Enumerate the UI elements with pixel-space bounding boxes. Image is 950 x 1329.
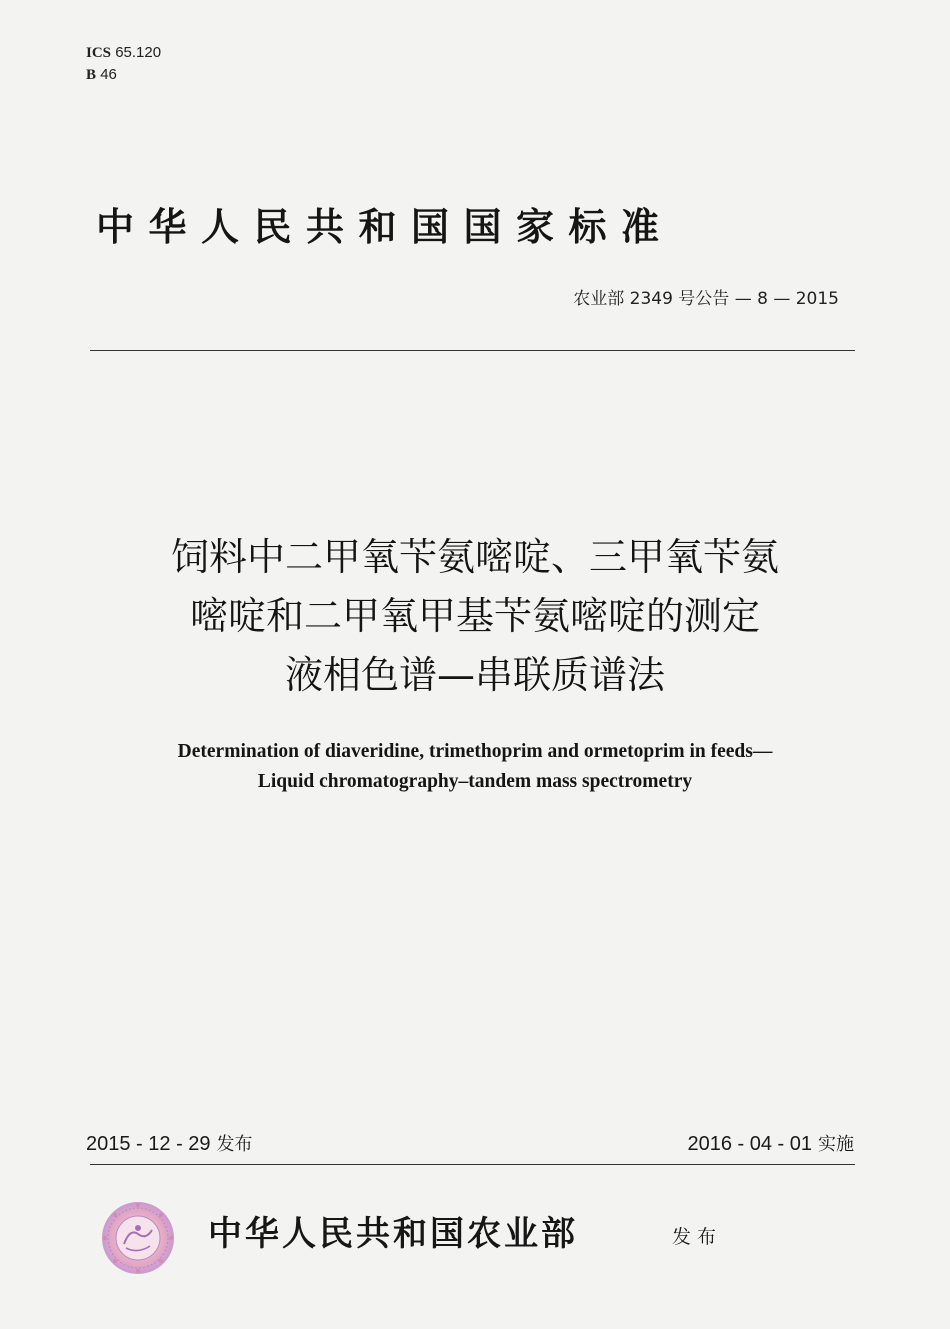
standard-title: 中华人民共和国国家标准 bbox=[96, 205, 674, 249]
title-cn-line-1: 饲料中二甲氧苄氨嘧啶、三甲氧苄氨 bbox=[170, 535, 779, 579]
implement-date-row bbox=[687, 1130, 854, 1156]
document-title-english bbox=[0, 737, 950, 797]
title-en-line-2: Liquid chromatography–tandem mass spectrometry bbox=[257, 771, 693, 792]
ccs-code bbox=[86, 64, 161, 86]
publisher-suffix: 发布 bbox=[672, 1226, 723, 1248]
standard-number: 农业部 2349 号公告 — 8 — 2015 bbox=[573, 289, 839, 309]
issue-date: 2015 - 12 - 29 bbox=[86, 1133, 211, 1155]
title-en-line-1: Determination of diaveridine, trimethoprim and ormetoprim in feeds— bbox=[177, 741, 773, 762]
ccs-value: 46 bbox=[100, 66, 117, 83]
ics-value: 65.120 bbox=[115, 44, 162, 61]
document-title-chinese bbox=[0, 528, 950, 705]
implement-label: 实施 bbox=[818, 1134, 854, 1155]
ics-code bbox=[86, 42, 161, 64]
ministry-emblem-icon bbox=[100, 1200, 176, 1276]
footer-divider bbox=[90, 1164, 855, 1165]
implement-date: 2016 - 04 - 01 bbox=[687, 1133, 812, 1155]
issue-label: 发布 bbox=[216, 1134, 253, 1155]
header-divider bbox=[90, 350, 855, 351]
ics-label: ICS bbox=[86, 45, 112, 61]
title-cn-line-3: 液相色谱—串联质谱法 bbox=[284, 653, 665, 697]
title-cn-line-2: 嘧啶和二甲氧甲基苄氨嘧啶的测定 bbox=[189, 594, 760, 638]
classification-codes bbox=[86, 42, 161, 86]
issue-date-row bbox=[86, 1130, 253, 1156]
publisher-name: 中华人民共和国农业部 bbox=[208, 1214, 578, 1254]
ccs-label: B bbox=[86, 67, 97, 83]
